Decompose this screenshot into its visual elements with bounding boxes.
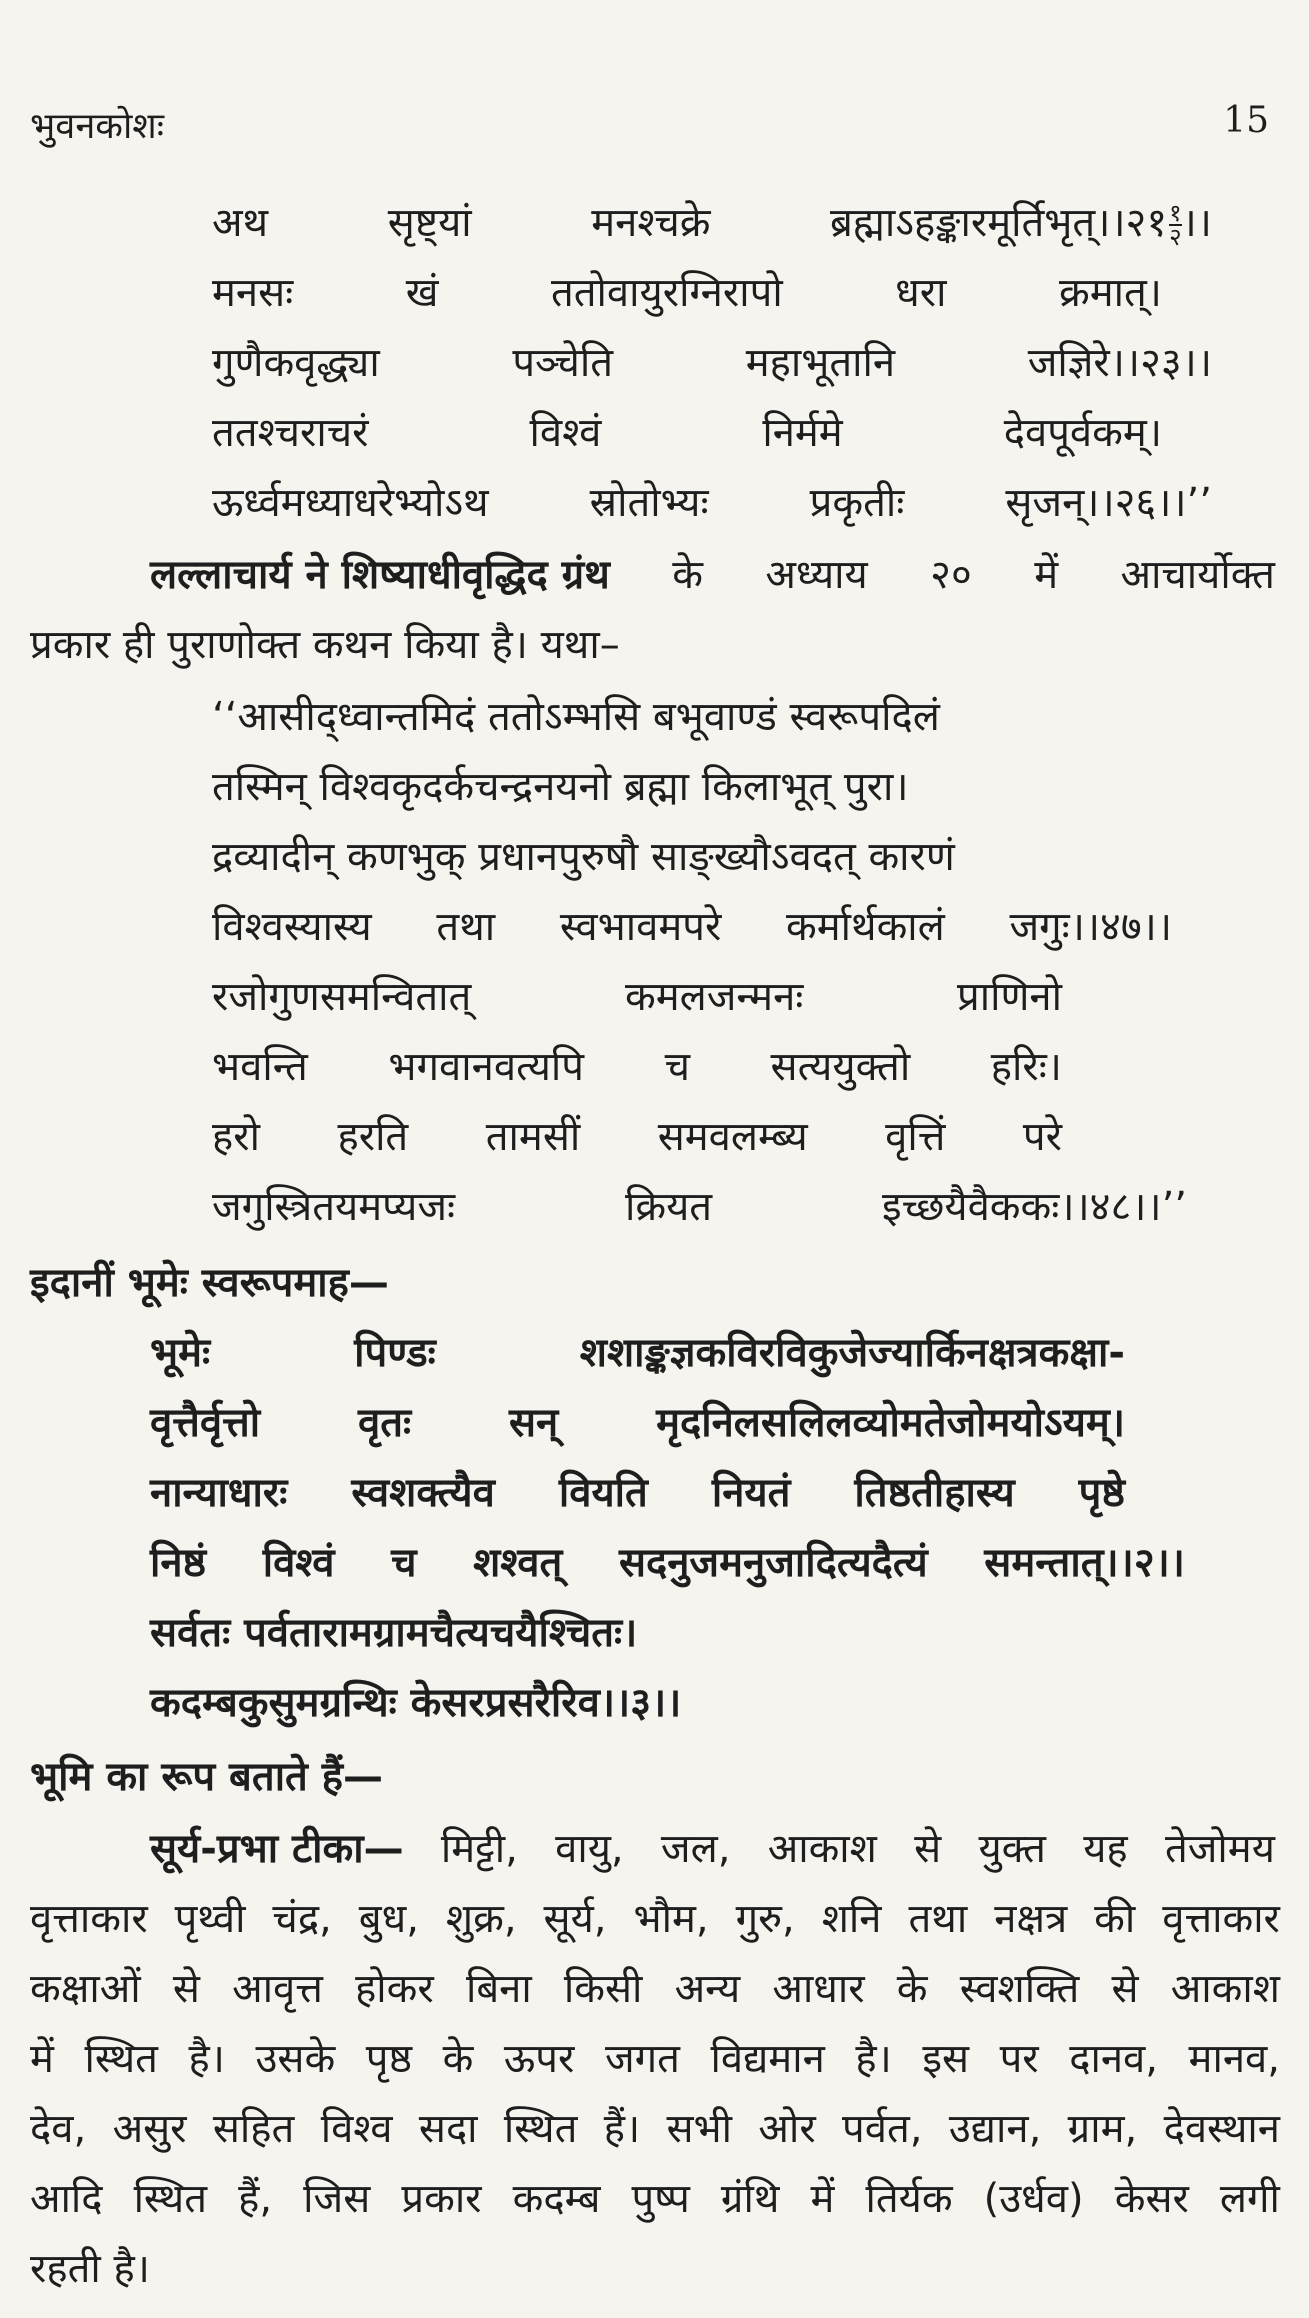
verse3-line-1: भूमेः पिण्डः शशाङ्कज्ञकविरविकुजेज्यार्किनक्षत्रकक्षा- xyxy=(150,1330,1125,1376)
commentary-line-1: सूर्य-प्रभा टीका— मिट्टी, वायु, जल, आकाश से युक्त यह तेजोमय xyxy=(150,1822,1275,1876)
section-heading-2: भूमि का रूप बताते हैं— xyxy=(30,1754,384,1800)
verse1-line-2: मनसः खं ततोवायुरग्निरापो धरा क्रमात्। xyxy=(212,270,1162,316)
verse2-line-8: जगुस्त्रितयमप्यजः क्रियत इच्छयैवैककः।।४८।।’’ xyxy=(212,1184,1187,1230)
commentary-line-5: देव, असुर सहित विश्व सदा स्थित हैं। सभी ओर पर्वत, उद्यान, ग्राम, देवस्थान xyxy=(30,2106,1280,2152)
verse3-line-5: सर्वतः पर्वतारामग्रामचैत्यचयैश्चितः। xyxy=(150,1610,638,1656)
running-title: भुवनकोशः xyxy=(30,106,165,147)
verse2-line-6: भवन्ति भगवानवत्यपि च सत्ययुक्तो हरिः। xyxy=(212,1044,1062,1090)
verse1-line-3: गुणैकवृद्ध्या पञ्चेति महाभूतानि जज्ञिरे।।२३।। xyxy=(212,340,1212,386)
commentary-line-7: रहती है। xyxy=(30,2246,150,2292)
verse2-line-1: ‘‘आसीद्ध्वान्तमिदं ततोऽम्भसि बभूवाण्डं स्वरूपदिलं xyxy=(212,694,940,740)
verse1-line-4: ततश्चराचरं विश्वं निर्ममे देवपूर्वकम्। xyxy=(212,410,1162,456)
commentary-label: सूर्य-प्रभा टीका— xyxy=(150,1826,404,1872)
commentary-line-6: आदि स्थित हैं, जिस प्रकार कदम्ब पुष्प ग्रंथि में तिर्यक (उर्धव) केसर लगी xyxy=(30,2176,1280,2222)
commentary-line-3: कक्षाओं से आवृत्त होकर बिना किसी अन्य आधार के स्वशक्ति से आकाश xyxy=(30,1966,1280,2012)
verse2-line-3: द्रव्यादीन् कणभुक् प्रधानपुरुषौ साङ्ख्यौऽवदत् कारणं xyxy=(212,834,955,880)
verse3-line-2: वृत्तैर्वृत्तो वृतः सन् मृदनिलसलिलव्योमतेजोमयोऽयम्। xyxy=(150,1400,1125,1446)
verse3-line-6: कदम्बकुसुमग्रन्थिः केसरप्रसरैरिव।।३।। xyxy=(150,1680,682,1726)
verse3-line-3: नान्याधारः स्वशक्त्यैव वियति नियतं तिष्ठतीहास्य पृष्ठे xyxy=(150,1470,1125,1516)
commentary-line-2: वृत्ताकार पृथ्वी चंद्र, बुध, शुक्र, सूर्य, भौम, गुरु, शनि तथा नक्षत्र की वृत्ताकार xyxy=(30,1896,1280,1942)
verse2-line-2: तस्मिन् विश्वकृदर्कचन्द्रनयनो ब्रह्मा किलाभूत् पुरा। xyxy=(212,764,909,810)
verse1-line-5: ऊर्ध्वमध्याधरेभ्योऽथ स्रोतोभ्यः प्रकृतीः सृजन्।।२६।।’’ xyxy=(212,480,1212,526)
verse2-line-4: विश्वस्यास्य तथा स्वभावमपरे कर्मार्थकालं जगुः।।४७।। xyxy=(212,904,1172,950)
commentary-line-4: में स्थित है। उसके पृष्ठ के ऊपर जगत विद्यमान है। इस पर दानव, मानव, xyxy=(30,2036,1280,2082)
verse2-line-5: रजोगुणसमन्वितात् कमलजन्मनः प्राणिनो xyxy=(212,974,1062,1020)
page-header xyxy=(30,100,1269,150)
fraction: $\frac{१}{२}$ xyxy=(1169,199,1182,251)
section-heading-1: इदानीं भूमेः स्वरूपमाह— xyxy=(30,1260,389,1306)
verse3-line-4: निष्ठं विश्वं च शश्वत् सदनुजमनुजादित्यदैत्यं समन्तात्।।२।। xyxy=(150,1540,1185,1586)
verse1-line-1: अथ सृष्ट्यां मनश्चक्रे ब्रह्माऽहङ्कारमूर्तिभृत्।।२१ $\frac{१}{२}$ ।। xyxy=(212,199,1212,251)
para1-line-2: प्रकार ही पुराणोक्त कथन किया है। यथा– xyxy=(30,622,620,668)
para1-line-1: लल्लाचार्य ने शिष्याधीवृद्धिद ग्रंथ के अध्याय २० में आचार्योक्त xyxy=(150,552,1275,598)
verse2-line-7: हरो हरति तामसीं समवलम्ब्य वृत्तिं परे xyxy=(212,1114,1062,1160)
page-number: 15 xyxy=(1223,100,1269,141)
